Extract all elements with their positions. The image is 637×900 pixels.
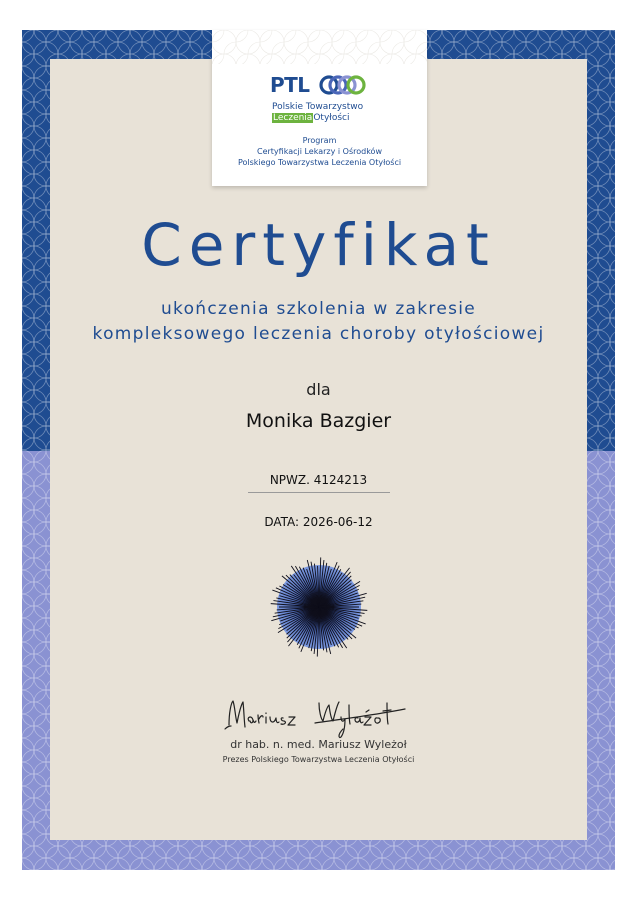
signer-name: dr hab. n. med. Mariusz Wyleżoł — [230, 738, 407, 751]
subtitle-line: kompleksowego leczenia choroby otyłościowej — [92, 324, 545, 344]
org-name-rest: Otyłości — [313, 113, 350, 123]
signer-role: Prezes Polskiego Towarzystwa Leczenia Otyłości — [222, 755, 415, 764]
issue-date: DATA: 2026-06-12 — [264, 515, 373, 529]
recipient-name: Monika Bazgier — [245, 410, 392, 432]
certificate-title: Certyfikat — [141, 211, 496, 279]
org-name-highlight: Leczenia — [273, 113, 313, 123]
logo-card — [212, 30, 427, 186]
certificate-subtitle — [0, 297, 637, 347]
org-name-line2 — [272, 113, 349, 124]
divider — [248, 492, 390, 493]
starburst-seal-icon — [267, 555, 371, 659]
for-label: dla — [306, 380, 331, 399]
program-text — [212, 135, 427, 168]
subtitle-line: ukończenia szkolenia w zakresie — [160, 299, 477, 319]
org-name-line1: Polskie Towarzystwo — [272, 102, 364, 112]
program-line: Certyfikacji Lekarzy i Ośrodków — [257, 147, 382, 156]
npwz-number: NPWZ. 4124213 — [269, 473, 368, 487]
signature-image — [215, 693, 425, 739]
program-line: Program — [302, 136, 337, 145]
logo-text: PTL — [270, 73, 310, 97]
logo-rings-icon — [319, 75, 367, 95]
program-line: Polskiego Towarzystwa Leczenia Otyłości — [237, 158, 402, 167]
